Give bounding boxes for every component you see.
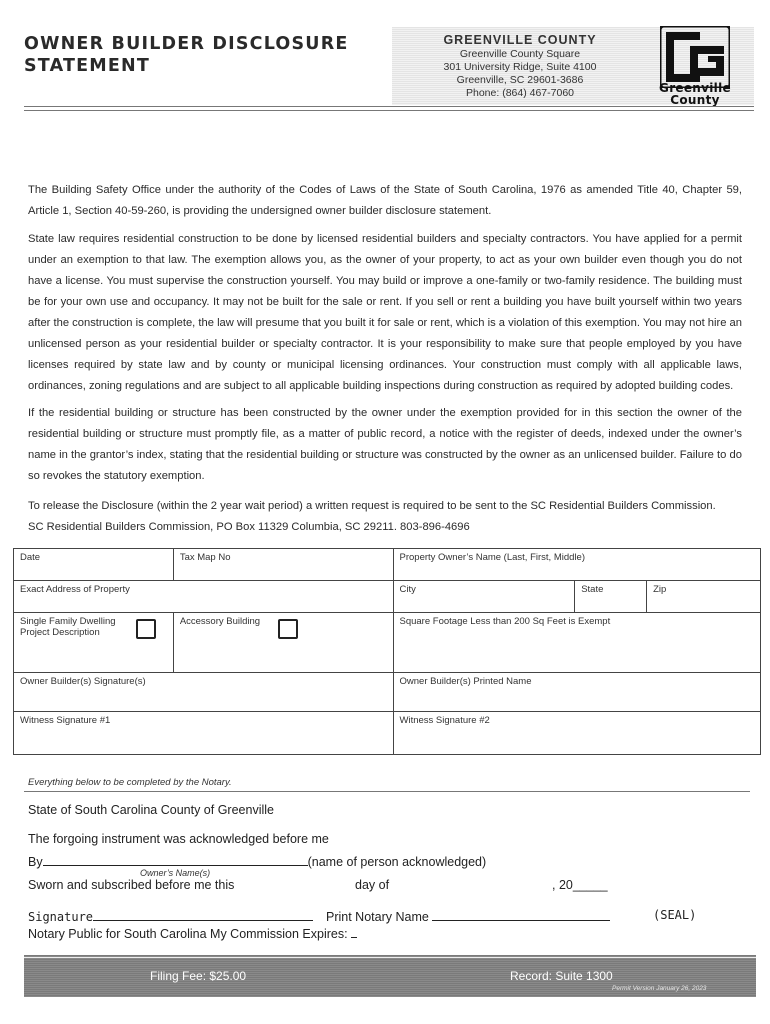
notary-state-line: State of South Carolina County of Greenville [28, 803, 274, 817]
owner-signature-label: Owner Builder(s) Signature(s) [20, 676, 146, 687]
address-line-2: 301 University Ridge, Suite 4100 [443, 61, 597, 73]
owner-name-field[interactable] [393, 549, 761, 581]
logo-word-county: County [670, 93, 720, 107]
address-line-3: Greenville, SC 29601-3686 [456, 74, 584, 86]
date-field[interactable] [14, 549, 174, 581]
signature-label: Signature [28, 910, 94, 924]
release-line-1: To release the Disclosure (within the 2 year wait period) a written request is required to be sent to the SC Residential Builders Commission. [28, 500, 716, 512]
print-notary-field[interactable] [432, 908, 610, 921]
zip-label: Zip [653, 584, 667, 595]
notary-note: Everything below to be completed by the Notary. [28, 777, 232, 788]
footer-rule [24, 957, 756, 958]
property-address-field[interactable] [14, 581, 394, 613]
accessory-building-cell [173, 613, 393, 673]
commission-line [28, 925, 357, 941]
signature-line [28, 908, 313, 924]
commission-label: Notary Public for South Carolina My Commission Expires: [28, 927, 348, 941]
paragraph-residential-filing: If the residential building or structure has been constructed by the owner under the exemption provided for in this section the owner of the residential building or structure must promptly file, as a matter of public record, a notice with the register of deeds, indexed under the owner’s name in the grantor’s index, stating that the residential building or structure was constructed by the owner as an unlicensed builder. Failure to do so revokes the statutory exemption. [28, 407, 742, 482]
title-line-2: STATEMENT [24, 56, 151, 76]
notary-divider [24, 791, 750, 792]
owner-name-label: Property Owner’s Name (Last, First, Middle) [399, 552, 585, 563]
paragraph-state-law: State law requires residential construction to be done by licensed residential builders and specialty contractors. You have applied for a permit under an exemption to that law. The exemption allows you, as the owner of your property, to act as your own builder even though you do not have a license. You must supervise the construction yourself. You may build or improve a one-family or two-family residence. The building must be for your own use and occupancy. It may not be built for the sale or rent. If you sell or rent a building you have built yourself within two years after the construction is complete, the law will presume that you built it for sale or rent, which is a violation of this exemption. You may not hire an unlicensed person as your residential builder or specialty contractor. It is your responsibility to make sure that people employed by you have licenses required by state law and by county or municipal licensing ordinances. Your construction must comply with all applicable laws, ordinances, zoning regulations and are subject to all applicable building inspections during construction as required by adopted building codes. [28, 233, 742, 392]
by-suffix: (name of person acknowledged) [307, 855, 487, 869]
title-line-1: OWNER BUILDER DISCLOSURE [24, 34, 349, 54]
notary-by-line [28, 853, 486, 869]
document-title [24, 33, 349, 77]
owner-name-line[interactable] [43, 853, 308, 866]
witness-1-field[interactable] [14, 712, 394, 755]
zip-field[interactable] [647, 581, 761, 613]
sworn-line: Sworn and subscribed before me this [28, 878, 235, 892]
square-footage-label: Square Footage Less than 200 Sq Feet is Exempt [399, 616, 611, 627]
single-family-cell [14, 613, 174, 673]
year-field[interactable]: , 20_____ [552, 878, 608, 892]
witness-2-field[interactable] [393, 712, 761, 755]
notary-signature-field[interactable] [93, 908, 313, 921]
city-label: City [399, 584, 416, 595]
single-family-label: Single Family Dwelling [20, 616, 116, 627]
print-notary-label: Print Notary Name [326, 910, 429, 924]
header-divider [24, 106, 754, 111]
greenville-county-logo-icon [660, 26, 730, 88]
county-name: GREENVILLE COUNTY [443, 33, 597, 47]
accessory-building-label: Accessory Building [179, 616, 261, 627]
print-notary-line [326, 908, 610, 924]
owner-signature-field[interactable] [14, 673, 394, 712]
notary-ack-line: The forgoing instrument was acknowledged before me [28, 832, 329, 846]
owner-printed-name-field[interactable] [393, 673, 761, 712]
property-address-label: Exact Address of Property [20, 584, 130, 595]
by-label: By [28, 855, 43, 869]
paragraph-authority: The Building Safety Office under the authority of the Codes of Laws of the State of South Carolina, 1976 as amended Title 40, Chapter 59, Article 1, Section 40-59-260, is providing the undersigned owner builder disclosure statement. [28, 184, 742, 217]
square-footage-field[interactable] [393, 613, 761, 673]
city-field[interactable] [393, 581, 575, 613]
permit-version: Permit Version January 26, 2023 [612, 985, 707, 992]
day-of-label: day of [355, 878, 390, 892]
logo-word-greenville: Greenville [659, 81, 731, 95]
filing-fee: Filing Fee: $25.00 [150, 969, 247, 983]
date-label: Date [20, 552, 41, 563]
state-field[interactable] [575, 581, 647, 613]
accessory-building-checkbox[interactable] [278, 619, 298, 639]
project-description-label: Project Description [20, 627, 100, 638]
tax-map-label: Tax Map No [179, 552, 231, 563]
release-line-2: SC Residential Builders Commission, PO Box 11329 Columbia, SC 29211. 803-896-4696 [28, 521, 470, 533]
single-family-checkbox[interactable] [136, 619, 156, 639]
owner-printed-name-label: Owner Builder(s) Printed Name [399, 676, 532, 687]
witness-1-label: Witness Signature #1 [20, 715, 111, 726]
disclosure-form-table [13, 548, 761, 755]
owners-name-caption: Owner’s Name(s) [140, 868, 211, 878]
witness-2-label: Witness Signature #2 [399, 715, 490, 726]
paragraph-release [28, 496, 742, 538]
seal-label: (SEAL) [653, 908, 697, 922]
commission-expires-field[interactable] [351, 925, 357, 938]
tax-map-field[interactable] [173, 549, 393, 581]
state-label: State [581, 584, 604, 595]
address-line-1: Greenville County Square [459, 48, 581, 60]
record-suite: Record: Suite 1300 [510, 969, 613, 983]
phone-line: Phone: (864) 467-7060 [466, 87, 574, 99]
